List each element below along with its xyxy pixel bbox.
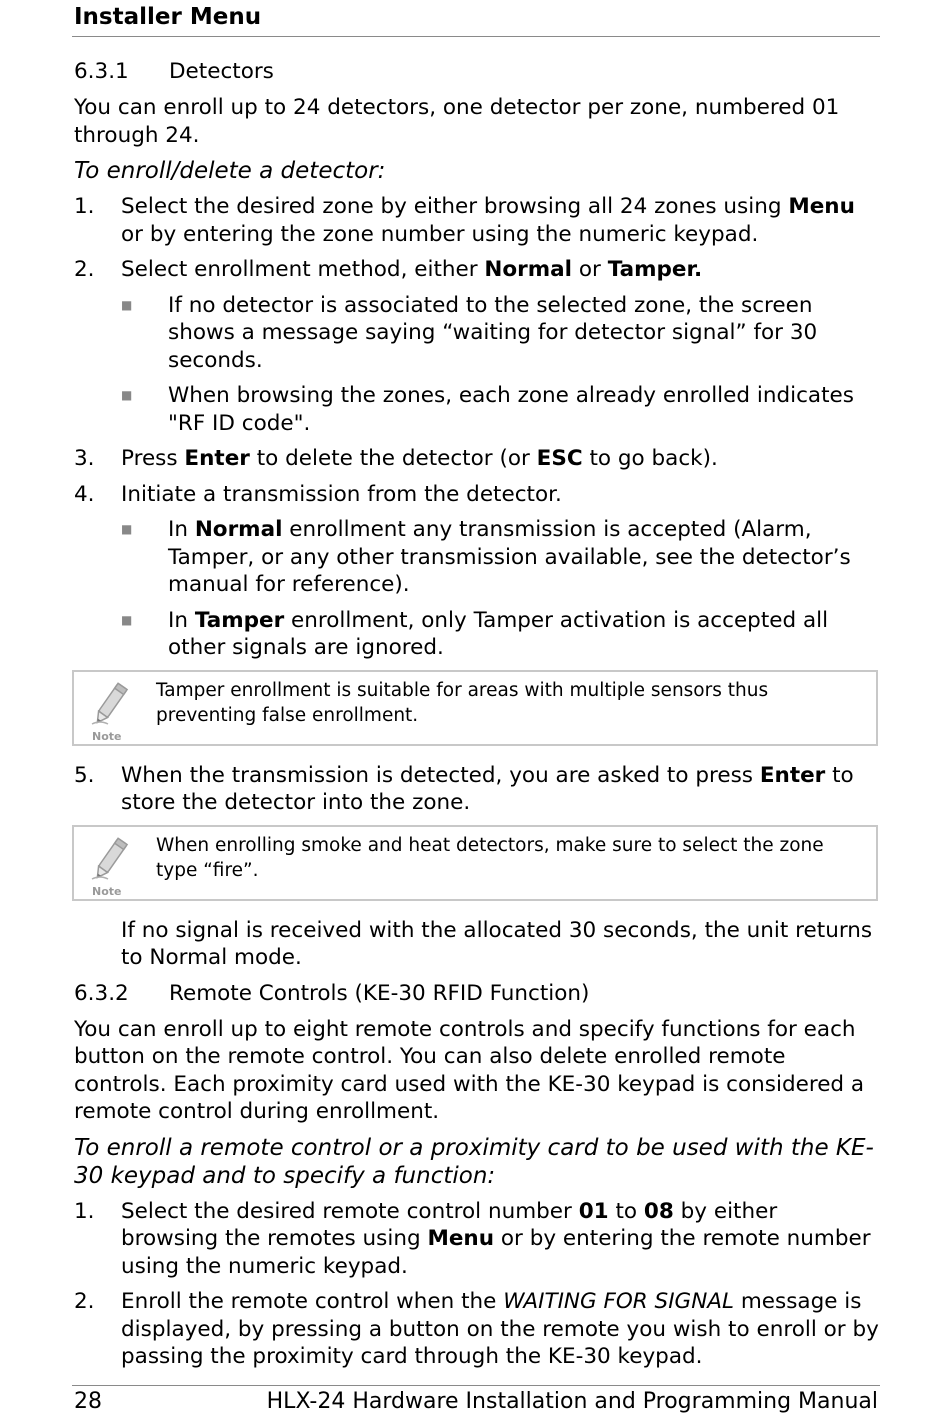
bullet-text: When browsing the zones, each zone already enrolled indicates "RF ID code".	[168, 383, 854, 436]
step-text: Select the desired remote control number 01 to 08 by either browsing the remotes using Menu or by entering the remote number using the numeric keypad.	[121, 1198, 871, 1279]
step-2	[74, 256, 880, 284]
section-heading-remote-controls	[74, 980, 880, 1008]
note-box	[72, 670, 878, 746]
procedure-title-detectors: To enroll/delete a detector:	[74, 158, 386, 184]
page-content	[74, 58, 880, 1379]
step-text: Initiate a transmission from the detector.	[121, 481, 562, 507]
section-number: 6.3.1	[74, 59, 129, 84]
note-label: Note	[92, 729, 122, 743]
section-title: Detectors	[169, 59, 274, 84]
step-number: 2.	[74, 257, 95, 282]
remote-step-1	[74, 1198, 880, 1281]
bullet-text: If no detector is associated to the selected zone, the screen shows a message saying “waiting for detector signal” for 30 seconds.	[168, 292, 818, 373]
step-3	[74, 445, 880, 473]
step-4	[74, 481, 880, 509]
section-title: Remote Controls (KE-30 RFID Function)	[169, 980, 590, 1006]
step-text: Enroll the remote control when the WAITING FOR SIGNAL message is displayed, by pressing a button on the remote you wish to enroll or by passing the proximity card through the KE-30 keypad.	[121, 1289, 879, 1369]
section-number: 6.3.2	[74, 980, 129, 1006]
square-bullet-icon: ■	[121, 522, 133, 536]
step-5	[74, 762, 880, 817]
square-bullet-icon: ■	[121, 297, 133, 312]
step-text: Select enrollment method, either Normal or Tamper.	[121, 257, 703, 282]
bullet-text: In Tamper enrollment, only Tamper activation is accepted all other signals are ignored.	[168, 607, 829, 660]
after-note-paragraph: If no signal is received with the allocated 30 seconds, the unit returns to Normal mode.	[121, 917, 873, 970]
bullet-item	[121, 382, 880, 437]
page-header-title: Installer Menu	[74, 4, 262, 30]
remote-step-2	[74, 1288, 880, 1371]
detectors-intro: You can enroll up to 24 detectors, one detector per zone, numbered 01 through 24.	[74, 95, 840, 148]
bullet-text: In Normal enrollment any transmission is accepted (Alarm, Tamper, or any other transmission available, see the detector’s manual for reference).	[168, 517, 851, 597]
note-text: Tamper enrollment is suitable for areas with multiple sensors thus preventing false enrollment.	[156, 679, 769, 726]
step-number: 1.	[74, 1198, 95, 1224]
remote-intro: You can enroll up to eight remote controls and specify functions for each button on the remote control. You can also delete enrolled remote controls. Each proximity card used with the KE-30 keypad is considered a remote control during enrollment.	[74, 1016, 865, 1124]
step-1	[74, 193, 880, 248]
note-label: Note	[92, 884, 122, 898]
bullet-item	[121, 292, 880, 375]
square-bullet-icon: ■	[121, 612, 133, 627]
square-bullet-icon: ■	[121, 388, 133, 402]
step-text: When the transmission is detected, you are asked to press Enter to store the detector into the zone.	[121, 762, 854, 815]
note-text: When enrolling smoke and heat detectors, make sure to select the zone type “fire”.	[156, 834, 824, 881]
manual-title: HLX-24 Hardware Installation and Programming Manual	[266, 1389, 878, 1414]
step-number: 4.	[74, 481, 95, 507]
header-divider	[72, 36, 880, 37]
bullet-item	[121, 607, 880, 662]
page-number: 28	[74, 1389, 102, 1414]
section-heading-detectors	[74, 58, 880, 86]
step-number: 2.	[74, 1289, 95, 1314]
step-number: 3.	[74, 446, 95, 471]
step-text: Select the desired zone by either browsing all 24 zones using Menu or by entering the zone number using the numeric keypad.	[121, 194, 855, 247]
step-number: 5.	[74, 762, 95, 788]
procedure-title-remote: To enroll a remote control or a proximity card to be used with the KE-30 keypad and to specify a function:	[74, 1134, 874, 1189]
note-box	[72, 825, 878, 901]
step-text: Press Enter to delete the detector (or ESC to go back).	[121, 446, 718, 471]
footer-divider	[72, 1385, 880, 1386]
step-number: 1.	[74, 194, 95, 219]
bullet-item	[121, 516, 880, 599]
